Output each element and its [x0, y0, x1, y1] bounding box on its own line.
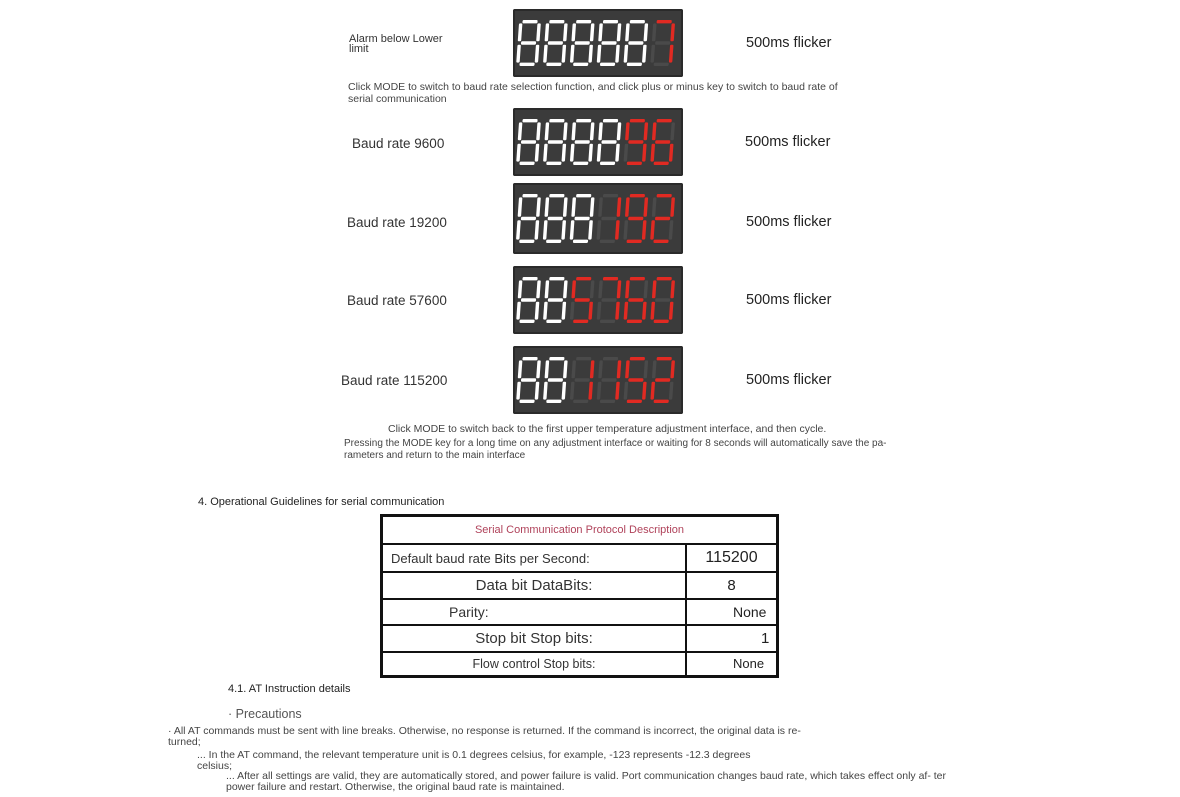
- mode-baud-note: Click MODE to switch to baud rate selection function, and click plus or minus key to switch to baud rate of serial communication: [348, 81, 838, 105]
- segment-a: [576, 119, 591, 122]
- segment-f: [598, 23, 603, 41]
- segment-g: [655, 378, 670, 381]
- segment-b: [590, 197, 595, 216]
- segment-g: [628, 298, 643, 301]
- row-label-baud-57600: Baud rate 57600: [347, 293, 447, 308]
- segment-digit: [623, 119, 648, 165]
- segment-g: [575, 41, 590, 44]
- segment-f: [545, 360, 550, 378]
- precaution-item-temperature-unit: ... In the AT command, the relevant temperature unit is 0.1 degrees celsius, for example, -123 represents -12.3 degrees celsius;: [197, 749, 751, 772]
- segment-c: [588, 45, 593, 63]
- segment-g: [628, 378, 643, 381]
- segment-d: [600, 63, 615, 66]
- segment-b: [617, 360, 622, 378]
- protocol-value-flowcontrol: None: [686, 652, 778, 677]
- segment-b: [644, 122, 649, 140]
- protocol-value-databits: 8: [686, 572, 778, 599]
- segment-e: [543, 302, 548, 320]
- protocol-label-flowcontrol: Flow control Stop bits:: [382, 652, 687, 677]
- long-press-note: Pressing the MODE key for a long time on any adjustment interface or waiting for 8 seconds will automatically save the pa- rameters and return to the main interface: [344, 438, 887, 461]
- segment-c: [669, 220, 674, 239]
- segment-a: [549, 277, 564, 280]
- segment-g: [601, 378, 616, 381]
- segment-d: [519, 63, 534, 66]
- segment-g: [575, 378, 590, 381]
- segment-b: [563, 23, 568, 41]
- segment-digit: [516, 20, 541, 66]
- segment-a: [657, 194, 672, 197]
- segment-e: [570, 144, 575, 162]
- segment-a: [549, 357, 564, 360]
- segment-e: [543, 45, 548, 63]
- segment-a: [522, 20, 537, 23]
- segment-d: [573, 400, 588, 403]
- segment-g: [655, 140, 670, 143]
- segment-e: [543, 382, 548, 400]
- segment-f: [518, 122, 523, 140]
- segment-digit: [516, 119, 541, 165]
- segment-a: [603, 119, 618, 122]
- segment-c: [562, 302, 567, 320]
- protocol-value-parity: None: [686, 599, 778, 625]
- segment-c: [562, 382, 567, 400]
- segment-g: [574, 217, 589, 220]
- segment-a: [576, 194, 591, 197]
- segment-c: [669, 144, 674, 162]
- segment-f: [625, 360, 630, 378]
- segment-b: [536, 122, 541, 140]
- segment-e: [516, 382, 521, 400]
- segment-e: [570, 302, 575, 320]
- seven-segment-display-baud-19200: [513, 183, 683, 254]
- segment-g: [601, 140, 616, 143]
- segment-digit: [623, 357, 648, 403]
- segment-digit: [570, 119, 595, 165]
- segment-digit: [516, 357, 541, 403]
- segment-digit: [650, 277, 675, 323]
- segment-g: [575, 140, 590, 143]
- precaution-item-line-breaks: · All AT commands must be sent with line breaks. Otherwise, no response is returned. If the command is incorrect, the original data is re- turned;: [168, 725, 801, 748]
- segment-c: [588, 220, 593, 239]
- segment-f: [545, 122, 550, 140]
- segment-d: [627, 240, 642, 243]
- segment-digit: [570, 277, 595, 323]
- segment-f: [652, 23, 657, 41]
- flicker-note-baud-57600: 500ms flicker: [746, 292, 832, 308]
- segment-a: [549, 194, 564, 197]
- segment-e: [570, 382, 575, 400]
- segment-d: [654, 400, 669, 403]
- segment-a: [657, 20, 672, 23]
- segment-c: [642, 220, 647, 239]
- precautions-heading: · Precautions: [228, 707, 302, 721]
- segment-c: [615, 144, 620, 162]
- segment-g: [548, 298, 563, 301]
- segment-e: [624, 302, 629, 320]
- segment-b: [536, 197, 541, 216]
- segment-d: [627, 63, 642, 66]
- segment-c: [669, 45, 674, 63]
- segment-b: [536, 280, 541, 298]
- segment-digit: [596, 194, 621, 243]
- segment-a: [522, 357, 537, 360]
- segment-d: [546, 240, 561, 243]
- segment-c: [535, 382, 540, 400]
- segment-a: [657, 119, 672, 122]
- segment-f: [625, 122, 630, 140]
- segment-c: [562, 45, 567, 63]
- segment-digit: [543, 357, 568, 403]
- segment-digit: [597, 119, 622, 165]
- segment-g: [601, 41, 616, 44]
- segment-f: [518, 23, 523, 41]
- segment-a: [522, 194, 537, 197]
- segment-g: [628, 217, 643, 220]
- segment-b: [670, 197, 675, 216]
- segment-d: [546, 400, 561, 403]
- segment-g: [521, 140, 536, 143]
- segment-d: [519, 320, 534, 323]
- segment-a: [603, 20, 618, 23]
- segment-g: [628, 41, 643, 44]
- segment-b: [563, 197, 568, 216]
- protocol-table: [380, 514, 779, 678]
- segment-c: [642, 382, 647, 400]
- protocol-label-parity: Parity:: [382, 599, 687, 625]
- segment-d: [519, 400, 534, 403]
- segment-digit: [543, 277, 568, 323]
- segment-digit: [650, 119, 675, 165]
- segment-e: [597, 302, 602, 320]
- segment-a: [549, 119, 564, 122]
- segment-a: [630, 277, 645, 280]
- segment-g: [521, 41, 536, 44]
- segment-a: [603, 277, 618, 280]
- flicker-note-alarm-lower: 500ms flicker: [746, 35, 832, 51]
- segment-f: [571, 280, 576, 298]
- segment-b: [617, 280, 622, 298]
- segment-e: [543, 220, 548, 239]
- row-label-alarm-lower: Alarm below Lower limit: [349, 33, 443, 55]
- segment-g: [575, 298, 590, 301]
- segment-c: [561, 220, 566, 239]
- segment-g: [521, 217, 536, 220]
- segment-a: [522, 277, 537, 280]
- protocol-label-databits: Data bit DataBits:: [382, 572, 687, 599]
- segment-digit: [650, 194, 675, 243]
- segment-e: [516, 220, 521, 239]
- protocol-table-title: Serial Communication Protocol Description: [382, 516, 778, 545]
- segment-b: [643, 197, 648, 216]
- segment-d: [627, 162, 642, 165]
- segment-e: [570, 220, 575, 239]
- segment-a: [630, 20, 645, 23]
- segment-b: [617, 122, 622, 140]
- segment-b: [644, 280, 649, 298]
- segment-g: [601, 298, 616, 301]
- segment-e: [516, 302, 521, 320]
- segment-f: [518, 197, 523, 216]
- segment-c: [535, 144, 540, 162]
- segment-d: [546, 162, 561, 165]
- flicker-note-baud-19200: 500ms flicker: [746, 214, 832, 230]
- segment-c: [642, 302, 647, 320]
- segment-a: [576, 20, 591, 23]
- segment-g: [601, 217, 616, 220]
- segment-g: [521, 298, 536, 301]
- segment-digit: [650, 357, 675, 403]
- seven-segment-display-baud-57600: [513, 266, 683, 334]
- segment-e: [650, 220, 655, 239]
- segment-c: [535, 302, 540, 320]
- segment-a: [630, 119, 645, 122]
- segment-a: [603, 357, 618, 360]
- segment-a: [576, 277, 591, 280]
- segment-a: [603, 194, 618, 197]
- segment-b: [670, 23, 675, 41]
- segment-f: [518, 360, 523, 378]
- segment-f: [598, 280, 603, 298]
- protocol-label-stopbits: Stop bit Stop bits:: [382, 625, 687, 652]
- segment-digit: [543, 20, 568, 66]
- segment-f: [652, 122, 657, 140]
- segment-b: [563, 122, 568, 140]
- segment-d: [519, 162, 534, 165]
- segment-a: [549, 20, 564, 23]
- segment-f: [571, 23, 576, 41]
- protocol-value-stopbits: 1: [686, 625, 778, 652]
- segment-d: [573, 240, 588, 243]
- seven-segment-display-alarm-lower: [513, 9, 683, 77]
- segment-b: [670, 360, 675, 378]
- segment-g: [548, 378, 563, 381]
- segment-d: [573, 63, 588, 66]
- segment-b: [590, 280, 595, 298]
- segment-d: [546, 320, 561, 323]
- segment-b: [644, 23, 649, 41]
- segment-a: [522, 119, 537, 122]
- segment-digit: [623, 194, 648, 243]
- seven-segment-display-baud-9600: [513, 108, 683, 176]
- segment-g: [548, 140, 563, 143]
- segment-d: [627, 400, 642, 403]
- segment-d: [519, 240, 534, 243]
- segment-e: [570, 45, 575, 63]
- segment-digit: [543, 119, 568, 165]
- segment-d: [573, 162, 588, 165]
- segment-a: [657, 277, 672, 280]
- segment-f: [518, 280, 523, 298]
- segment-b: [670, 280, 675, 298]
- segment-digits: [513, 9, 683, 77]
- segment-e: [624, 144, 629, 162]
- segment-g: [655, 298, 670, 301]
- protocol-label-baud: Default baud rate Bits per Second:: [382, 544, 687, 572]
- segment-b: [563, 360, 568, 378]
- segment-e: [597, 45, 602, 63]
- seven-segment-display-baud-115200: [513, 346, 683, 414]
- segment-digit: [597, 277, 622, 323]
- segment-a: [576, 357, 591, 360]
- segment-c: [562, 144, 567, 162]
- segment-e: [516, 144, 521, 162]
- segment-g: [655, 217, 670, 220]
- segment-b: [670, 122, 675, 140]
- segment-e: [650, 45, 655, 63]
- segment-f: [571, 197, 576, 216]
- segment-e: [597, 144, 602, 162]
- segment-g: [548, 41, 563, 44]
- flicker-note-baud-115200: 500ms flicker: [746, 372, 832, 388]
- segment-c: [642, 144, 647, 162]
- segment-digit: [623, 277, 648, 323]
- segment-f: [625, 23, 630, 41]
- segment-digit: [516, 194, 541, 243]
- segment-e: [624, 382, 629, 400]
- segment-b: [536, 23, 541, 41]
- segment-d: [653, 240, 668, 243]
- segment-digit: [543, 194, 568, 243]
- segment-d: [546, 63, 561, 66]
- segment-digit: [569, 194, 594, 243]
- segment-d: [654, 162, 669, 165]
- segment-f: [598, 360, 603, 378]
- segment-c: [615, 302, 620, 320]
- segment-c: [615, 220, 620, 239]
- segment-c: [615, 45, 620, 63]
- mode-back-note: Click MODE to switch back to the first upper temperature adjustment interface, and then cycle.: [388, 423, 827, 435]
- segment-c: [534, 220, 539, 239]
- segment-f: [652, 197, 657, 216]
- segment-f: [652, 360, 657, 378]
- segment-e: [516, 45, 521, 63]
- segment-e: [650, 144, 655, 162]
- segment-digits: [513, 346, 683, 414]
- segment-f: [545, 280, 550, 298]
- section-41-heading: 4.1. AT Instruction details: [228, 683, 351, 695]
- segment-e: [597, 220, 602, 239]
- segment-digits: [513, 266, 683, 334]
- segment-d: [627, 320, 642, 323]
- segment-b: [563, 280, 568, 298]
- segment-e: [624, 45, 629, 63]
- segment-digit: [570, 20, 595, 66]
- segment-c: [669, 382, 674, 400]
- segment-f: [598, 197, 603, 216]
- segment-f: [625, 197, 630, 216]
- segment-c: [669, 302, 674, 320]
- section-4-heading: 4. Operational Guidelines for serial communication: [198, 496, 445, 508]
- segment-c: [588, 302, 593, 320]
- segment-digit: [516, 277, 541, 323]
- segment-e: [650, 302, 655, 320]
- segment-b: [617, 23, 622, 41]
- row-label-baud-19200: Baud rate 19200: [347, 215, 447, 230]
- segment-g: [655, 41, 670, 44]
- segment-d: [654, 320, 669, 323]
- segment-d: [600, 400, 615, 403]
- segment-digit: [623, 20, 648, 66]
- segment-e: [543, 144, 548, 162]
- row-label-baud-9600: Baud rate 9600: [352, 136, 445, 151]
- segment-d: [600, 320, 615, 323]
- segment-f: [652, 280, 657, 298]
- segment-a: [657, 357, 672, 360]
- flicker-note-baud-9600: 500ms flicker: [745, 134, 831, 150]
- segment-b: [590, 360, 595, 378]
- segment-b: [590, 122, 595, 140]
- row-label-baud-115200: Baud rate 115200: [341, 373, 448, 388]
- segment-f: [544, 197, 549, 216]
- segment-digits: [513, 108, 683, 176]
- segment-c: [588, 382, 593, 400]
- segment-digit: [597, 357, 622, 403]
- segment-f: [545, 23, 550, 41]
- segment-d: [573, 320, 588, 323]
- segment-digits: [513, 183, 683, 254]
- segment-a: [630, 357, 645, 360]
- segment-f: [571, 360, 576, 378]
- segment-f: [598, 122, 603, 140]
- segment-e: [623, 220, 628, 239]
- segment-g: [548, 217, 563, 220]
- segment-d: [600, 240, 615, 243]
- segment-c: [615, 382, 620, 400]
- segment-d: [600, 162, 615, 165]
- segment-b: [536, 360, 541, 378]
- segment-digit: [597, 20, 622, 66]
- segment-digit: [570, 357, 595, 403]
- segment-c: [588, 144, 593, 162]
- segment-c: [642, 45, 647, 63]
- segment-b: [590, 23, 595, 41]
- segment-f: [571, 122, 576, 140]
- segment-e: [597, 382, 602, 400]
- segment-g: [628, 140, 643, 143]
- segment-g: [521, 378, 536, 381]
- segment-b: [644, 360, 649, 378]
- segment-a: [630, 194, 645, 197]
- segment-b: [617, 197, 622, 216]
- segment-c: [535, 45, 540, 63]
- segment-digit: [650, 20, 675, 66]
- segment-e: [650, 382, 655, 400]
- precaution-item-auto-store: ... After all settings are valid, they are automatically stored, and power failure is valid. Port communication changes baud rate, which takes effect only af- ter power failure and restart. Otherwise, the original baud rate is maintained.: [226, 770, 947, 793]
- protocol-value-baud: 115200: [686, 544, 778, 572]
- segment-d: [654, 63, 669, 66]
- segment-f: [625, 280, 630, 298]
